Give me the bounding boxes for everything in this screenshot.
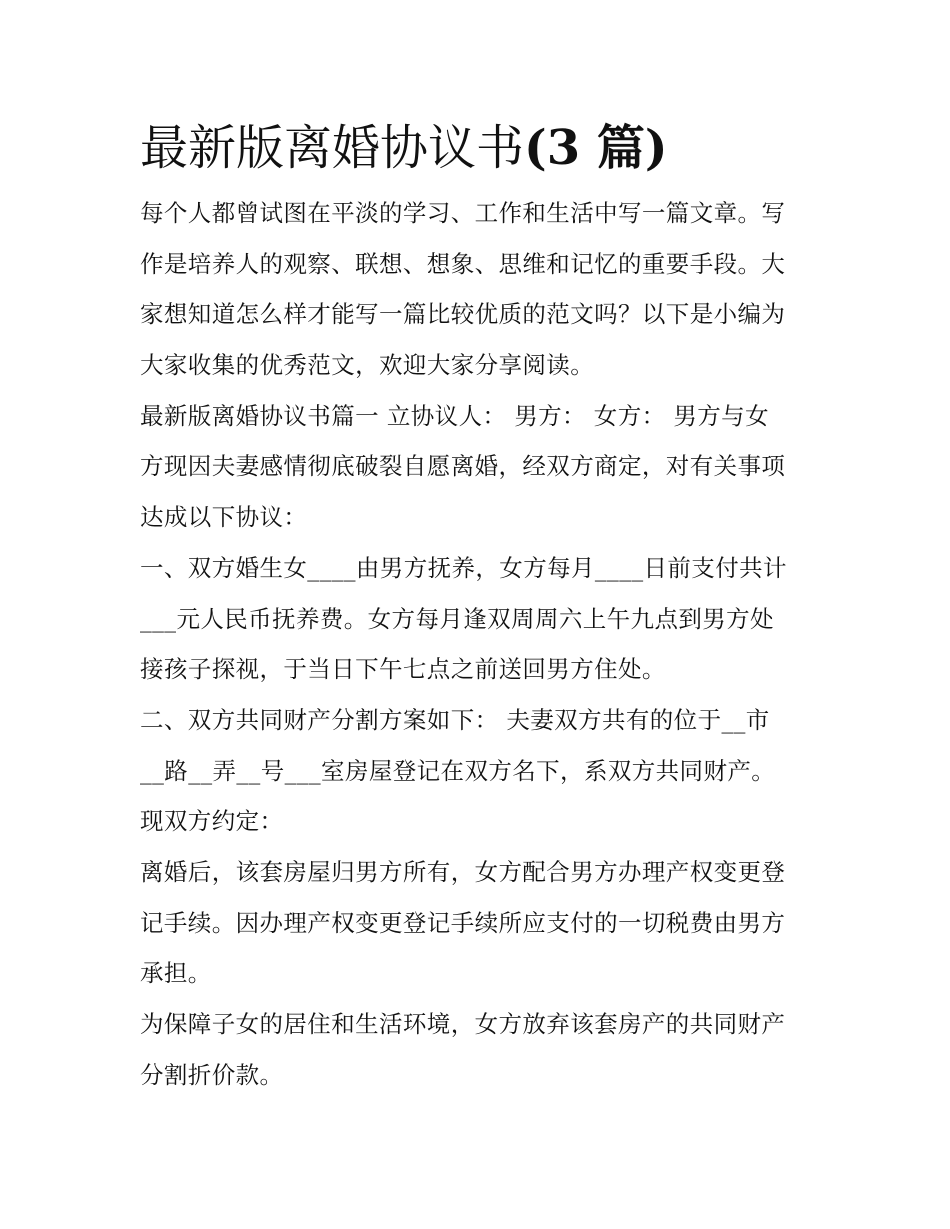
text-line: 大家收集的优秀范文，欢迎大家分享阅读。 xyxy=(140,351,595,380)
text-line: 方现因夫妻感情彻底破裂自愿离婚，经双方商定，对有关事项 xyxy=(140,452,786,481)
paragraph-property-ownership xyxy=(140,847,820,999)
paragraph-intro xyxy=(140,188,820,391)
text-line: 分割折价款。 xyxy=(140,1060,284,1089)
document-title xyxy=(140,108,820,188)
text-line: 二、双方共同财产分割方案如下： 夫妻双方共有的位于__市 xyxy=(140,705,770,734)
title-suffix: (3 篇) xyxy=(524,120,668,176)
text-line: ___元人民币抚养费。女方每月逢双周周六上午九点到男方处 xyxy=(140,604,774,633)
text-line: 每个人都曾试图在平淡的学习、工作和生活中写一篇文章。写 xyxy=(140,199,786,227)
text-line: 一、双方婚生女____由男方抚养，女方每月____日前支付共计 xyxy=(140,553,787,582)
text-line: __路__弄__号___室房屋登记在双方名下，系双方共同财产。 xyxy=(140,756,776,785)
paragraph-parties xyxy=(140,391,820,543)
text-line: 承担。 xyxy=(140,959,212,988)
text-line: 接孩子探视，于当日下午七点之前送回男方住处。 xyxy=(140,655,666,684)
text-line: 最新版离婚协议书篇一 立协议人： 男方： 女方： 男方与女 xyxy=(140,401,769,430)
paragraph-clause-1 xyxy=(140,543,820,695)
paragraph-property-waiver xyxy=(140,999,820,1100)
text-line: 家想知道怎么样才能写一篇比较优质的范文吗？以下是小编为 xyxy=(140,300,786,329)
text-line: 达成以下协议： xyxy=(140,503,308,532)
title-main: 最新版离婚协议书 xyxy=(140,120,525,176)
text-line: 现双方约定： xyxy=(140,807,284,836)
document-body xyxy=(140,108,820,1100)
text-line: 离婚后，该套房屋归男方所有，女方配合男方办理产权变更登 xyxy=(140,857,786,886)
text-line: 为保障子女的居住和生活环境，女方放弃该套房产的共同财产 xyxy=(140,1010,786,1038)
text-line: 作是培养人的观察、联想、想象、思维和记忆的重要手段。大 xyxy=(140,249,786,278)
text-line: 记手续。因办理产权变更登记手续所应支付的一切税费由男方 xyxy=(140,908,786,937)
paragraph-clause-2 xyxy=(140,695,820,847)
